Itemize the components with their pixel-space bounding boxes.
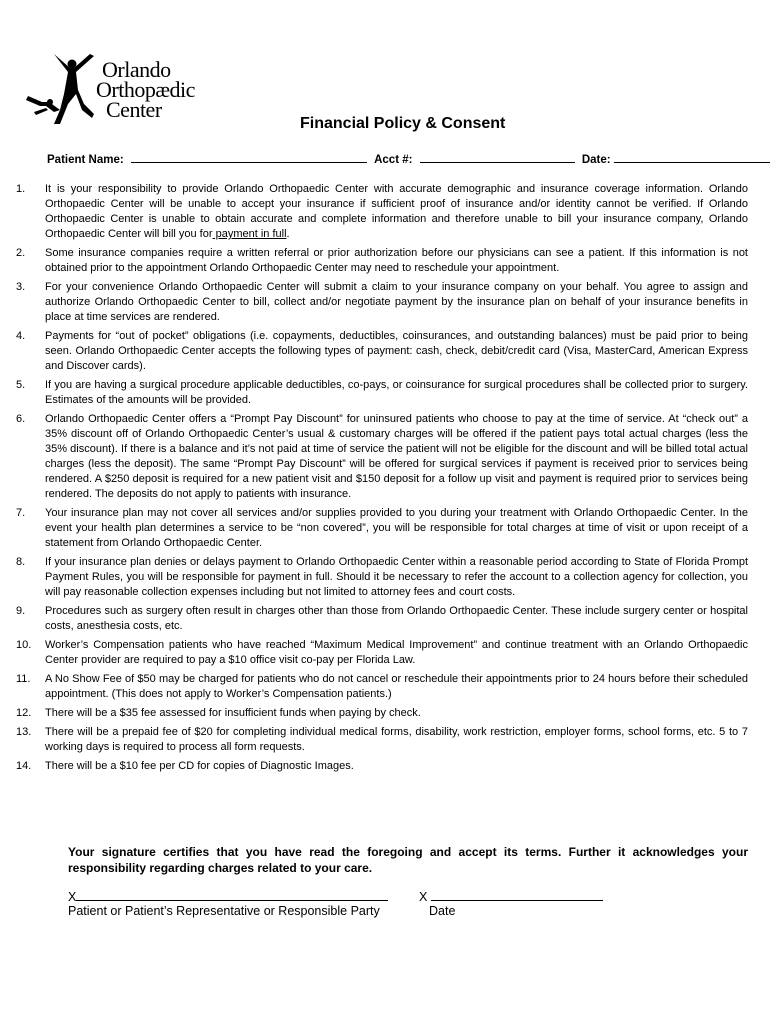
patient-name-label: Patient Name: <box>47 154 124 166</box>
item-text: There will be a $35 fee assessed for insufficient funds when paying by check. <box>45 707 421 719</box>
jumping-figures-icon <box>24 52 104 132</box>
date-x-mark: X <box>419 890 428 904</box>
list-item <box>16 329 748 374</box>
list-item <box>16 638 748 668</box>
item-text: Procedures such as surgery often result in charges other than those from Orlando Orthopaedic Center. These include surgery center or hospital costs, anesthesia costs, etc. <box>45 605 748 632</box>
item-number: 12. <box>16 707 32 719</box>
item-text: Payments for “out of pocket” obligations (i.e. copayments, deductibles, coinsurances, and outstanding balances) must be paid prior to being seen. Orlando Orthopaedic Center accepts the following types of payment: cash, check, debit/credit card (Visa, MasterCard, American Express and Discover cards). <box>45 330 748 372</box>
list-item <box>16 506 748 551</box>
item-number: 1. <box>16 183 26 195</box>
list-item <box>16 280 748 325</box>
item-text: It is your responsibility to provide Orlando Orthopaedic Center with accurate demographic and insurance coverage information. Orlando Orthopaedic Center will be unable to accept your insurance if sufficient proof of insurance and/or identity cannot be verified. If Orlando Orthopaedic Center is unable to obtain accurate and complete information and therefore unable to bill your insurance company, Orlando Orthopaedic Center will bill you for payment in full. <box>45 183 748 240</box>
item-number: 8. <box>16 556 26 568</box>
date-line[interactable] <box>614 152 770 163</box>
list-item <box>16 759 748 774</box>
item-number: 14. <box>16 760 32 772</box>
patient-info-fields <box>47 152 748 166</box>
acct-label: Acct #: <box>374 154 413 166</box>
item-number: 4. <box>16 330 26 342</box>
item-text: If your insurance plan denies or delays payment to Orlando Orthopaedic Center within a reasonable period according to State of Florida Prompt Payment Rules, you will be responsible for payment in full. Should it be necessary to refer the account to a collection agency for collection, you will pay reasonable collection expenses including but not limited to attorney fees and court costs. <box>45 556 748 598</box>
list-item <box>16 378 748 408</box>
item-number: 10. <box>16 639 32 651</box>
patient-name-line[interactable] <box>131 152 367 163</box>
logo-line-1: Orlando <box>102 57 171 82</box>
item-text: A No Show Fee of $50 may be charged for patients who do not cancel or reschedule their appointments prior to 24 hours before their scheduled appointment. (This does not apply to Worker’s Compensation patients.) <box>45 673 748 700</box>
item-text: Orlando Orthopaedic Center offers a “Prompt Pay Discount” for uninsured patients who choose to pay at the time of service. At “check out” a 35% discount off of Orlando Orthopaedic Center’s usual & customary charges will be offered if the patient pays total actual charges (less the 35% discount). If there is a balance and it’s not paid at time of service the patient will not be eligible for the discount and will be billed total actual charges (less the deposit). The same “Prompt Pay Discount” will be offered for surgical services if payment is received prior to services being rendered. A $250 deposit is required for a new patient visit and $150 deposit for a follow up visit and payment is required prior to services being rendered. The deposits do not apply to patients with insurance. <box>45 413 748 500</box>
item-text: There will be a $10 fee per CD for copies of Diagnostic Images. <box>45 760 354 772</box>
item-text: Worker’s Compensation patients who have reached “Maximum Medical Improvement” and continue treatment with an Orlando Orthopaedic Center provider are required to pay a $10 office visit co-pay per Florida Law. <box>45 639 748 666</box>
item-number: 3. <box>16 281 26 293</box>
list-item <box>16 725 748 755</box>
certification-statement: Your signature certifies that you have read the foregoing and accept its terms. Further it acknowledges your responsibility regarding charges related to your care. <box>68 845 748 875</box>
list-item <box>16 555 748 600</box>
logo-line-2: Orthopædic <box>96 77 195 102</box>
patient-signature-line[interactable] <box>76 888 388 901</box>
item-text: Some insurance companies require a written referral or prior authorization before our physicians can see a patient. If this information is not obtained prior to the appointment Orlando Orthopaedic Center may need to reschedule your appointment. <box>45 247 748 274</box>
list-item <box>16 672 748 702</box>
item-number: 6. <box>16 413 26 425</box>
item-text: For your convenience Orlando Orthopaedic Center will submit a claim to your insurance company on your behalf. You agree to assign and authorize Orlando Orthopaedic Center to bill, collect and/or negotiate payment by the insurance plan on behalf of your insurance benefits in place at time services are rendered. <box>45 281 748 323</box>
list-item <box>16 604 748 634</box>
signature-x-mark: X <box>68 890 77 904</box>
list-item <box>16 182 748 242</box>
logo <box>24 52 204 132</box>
item-number: 7. <box>16 507 26 519</box>
acct-line[interactable] <box>420 152 575 163</box>
date-signature-block <box>419 888 603 918</box>
item-text: Your insurance plan may not cover all services and/or supplies provided to you during your treatment with Orlando Orthopaedic Center. In the event your health plan determines a service to be “non covered”, you will be responsible for total charges at time of visit or upon receipt of a statement from Orlando Orthopaedic Center. <box>45 507 748 549</box>
item-number: 2. <box>16 247 26 259</box>
policy-list <box>16 182 748 778</box>
patient-signature-caption: Patient or Patient’s Representative or Responsible Party <box>68 904 380 918</box>
page-title: Financial Policy & Consent <box>300 115 506 132</box>
signature-date-line[interactable] <box>431 888 603 901</box>
logo-line-3: Center <box>106 97 162 122</box>
item-text: If you are having a surgical procedure applicable deductibles, co-pays, or coinsurance for surgical procedures shall be collected prior to surgery. Estimates of the amounts will be provided. <box>45 379 748 406</box>
item-number: 9. <box>16 605 26 617</box>
item-number: 11. <box>16 673 31 685</box>
list-item <box>16 412 748 502</box>
date-label: Date: <box>581 154 611 166</box>
item-number: 13. <box>16 726 32 738</box>
list-item <box>16 246 748 276</box>
item-number: 5. <box>16 379 26 391</box>
patient-signature-block <box>68 888 388 918</box>
date-caption: Date <box>429 904 456 918</box>
underlined-text: payment in full <box>212 228 287 240</box>
item-text: There will be a prepaid fee of $20 for completing individual medical forms, disability, work restriction, employer forms, school forms, etc. 5 to 7 working days is required to process all form requests. <box>45 726 748 753</box>
list-item <box>16 706 748 721</box>
